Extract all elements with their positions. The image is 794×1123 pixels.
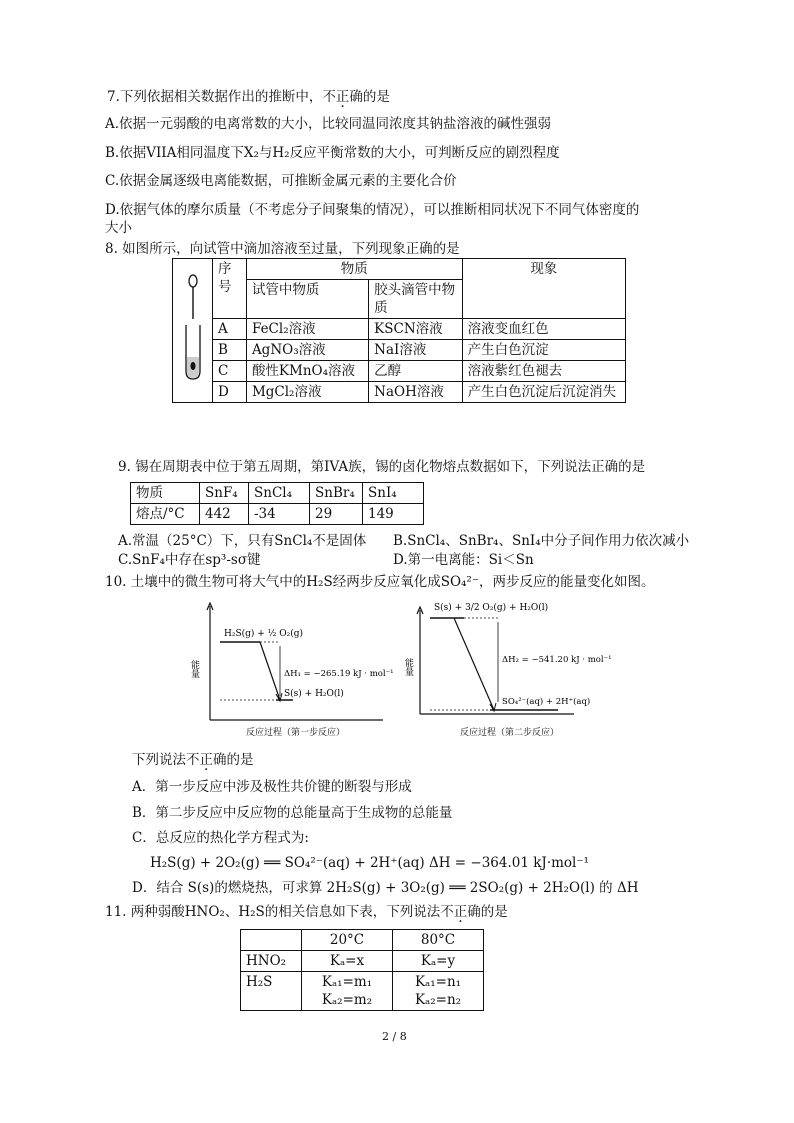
q10-ask: 下列说法不正确的是 [132, 752, 254, 768]
q10-equation: H₂S(g) + 2O₂(g) ══ SO₄²⁻(aq) + 2H⁺(aq) ΔH = −364.01 kJ·mol⁻¹ [150, 855, 589, 871]
q10-option-d: D．结合 S(s)的燃烧热，可求算 2H₂S(g) + 3O₂(g) ══ 2SO₂(g) + 2H₂O(l) 的 ΔH [132, 880, 639, 896]
header-dropper: 胶头滴管中物质 [369, 280, 462, 319]
q11-stem: 11. 两种弱酸HNO₂、H₂S的相关信息如下表，下列说法不正确的是 [105, 904, 508, 920]
q9-table: 物质 SnF₄ SnCl₄ SnBr₄ SnI₄ 熔点/°C 442 -34 29 149 [130, 482, 424, 525]
q7-option-d: D.依据气体的摩尔质量（不考虑分子间聚集的情况），可以推断相同状况下不同气体密度的 [105, 202, 640, 218]
q9-stem: 9. 锡在周期表中位于第五周期，第IVA族，锡的卤化物熔点数据如下，下列说法正确的是 [118, 459, 646, 475]
q9-option-c: C.SnF₄中存在sp³-sσ键 [118, 552, 261, 568]
q9-option-b: B.SnCl₄、SnBr₄、SnI₄中分子间作用力依次减小 [393, 533, 690, 549]
step2-reactant-label: S(s) + 3/2 O₂(g) + H₂O(l) [434, 603, 549, 613]
step1-dh-label: ΔH₁ = −265.19 kJ · mol⁻¹ [284, 669, 394, 679]
q7-option-b: B.依据VIIA相同温度下X₂与H₂反应平衡常数的大小，可判断反应的剧烈程度 [105, 145, 560, 161]
q10-option-c: C．总反应的热化学方程式为: [132, 830, 309, 846]
step1-ylabel: 能量 [189, 660, 199, 678]
q9-option-a: A.常温（25°C）下，只有SnCl₄不是固体 [118, 533, 367, 549]
test-tube-cell [173, 259, 213, 403]
energy-diagram-step2 [403, 598, 612, 718]
q7-stem: 7.下列依据相关数据作出的推断中，不正确的是 [107, 89, 390, 105]
q10-stem: 10. 土壤中的微生物可将大气中的H₂S经两步反应氧化成SO₄²⁻，两步反应的能量变化如图。 [105, 574, 655, 590]
q7-option-c: C.依据金属逐级电离能数据，可推断金属元素的主要化合价 [105, 173, 457, 189]
q7-option-d-cont: 大小 [105, 220, 132, 236]
header-tube: 试管中物质 [246, 280, 368, 319]
q10-option-b: B．第二步反应中反应物的总能量高于生成物的总能量 [132, 805, 453, 821]
q9-option-d: D.第一电离能：Si＜Sn [393, 552, 534, 568]
step1-reactant-label: H₂S(g) + ½ O₂(g) [224, 629, 304, 639]
q8-table [172, 258, 626, 403]
table-row: B AgNO₃溶液 NaI溶液 产生白色沉淀 [173, 340, 626, 361]
q8-stem: 8. 如图所示，向试管中滴加溶液至过量，下列现象正确的是 [105, 241, 460, 257]
page-number: 2 / 8 [382, 1030, 407, 1043]
q10-option-a: A．第一步反应中涉及极性共价键的断裂与形成 [132, 779, 412, 795]
step2-ylabel: 能量 [403, 658, 413, 676]
step1-xlabel: 反应过程（第一步反应） [246, 728, 346, 738]
step2-xlabel: 反应过程（第二步反应） [460, 728, 560, 738]
step2-dh-label: ΔH₂ = −541.20 kJ · mol⁻¹ [502, 655, 612, 665]
test-tube-dropper-icon [182, 273, 204, 383]
step1-product-label: S(s) + H₂O(l) [284, 689, 344, 699]
table-row: A FeCl₂溶液 KSCN溶液 溶液变血红色 [173, 319, 626, 340]
table-row: D MgCl₂溶液 NaOH溶液 产生白色沉淀后沉淀消失 [173, 382, 626, 403]
energy-diagram-step1 [188, 600, 394, 740]
q11-table: 20°C 80°C HNO₂ Kₐ=x Kₐ=y H₂S Kₐ₁=m₁ Kₐ₂=m₂ Kₐ₁=n₁ Kₐ₂=n₂ [240, 929, 484, 1011]
header-substance: 物质 [246, 259, 462, 280]
q7-option-a: A.依据一元弱酸的电离常数的大小，比较同温同浓度其钠盐溶液的碱性强弱 [105, 116, 552, 132]
header-phenomenon: 现象 [462, 259, 625, 319]
header-seq: 序号 [213, 259, 247, 319]
step2-product-label: SO₄²⁻(aq) + 2H⁺(aq) [502, 697, 591, 707]
table-row: C 酸性KMnO₄溶液 乙醇 溶液紫红色褪去 [173, 361, 626, 382]
